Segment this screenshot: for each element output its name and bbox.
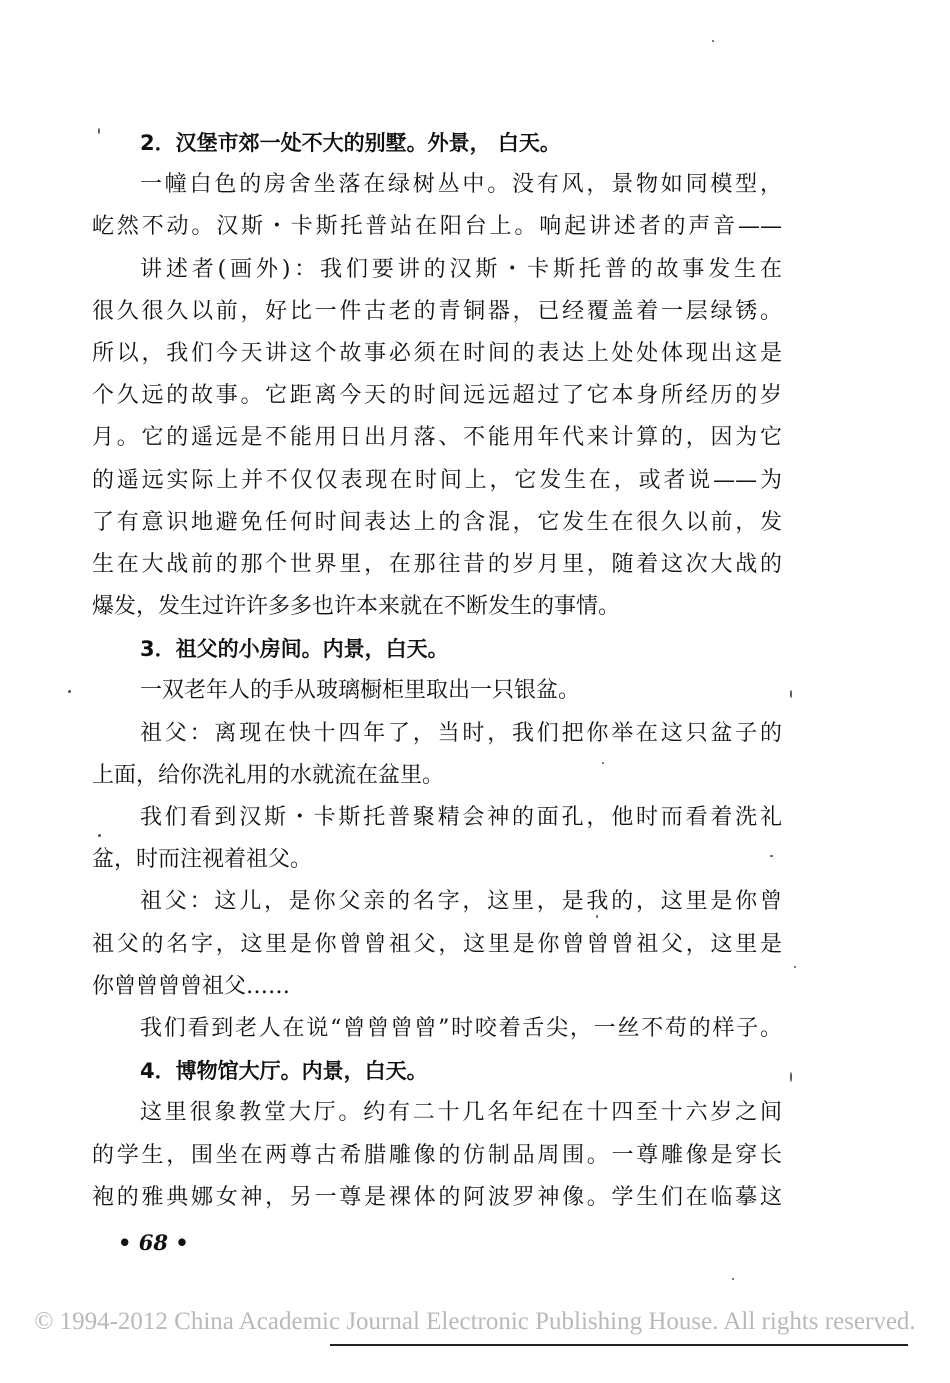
- scan-speck: [770, 855, 773, 857]
- footer-rule: [330, 1344, 908, 1346]
- copyright-notice: © 1994-2012 China Academic Journal Electronic Publishing House. All rights reserved.: [34, 1308, 916, 1335]
- text-line: 一双老年人的手从玻璃橱柜里取出一只银盆。: [140, 678, 581, 704]
- scan-speck: [602, 762, 604, 764]
- text-line: 上面，给你洗礼用的水就流在盆里。: [92, 762, 445, 788]
- text-line: 盆，时而注视着祖父。: [92, 847, 313, 873]
- scan-speck: [790, 690, 792, 698]
- text-line: 我们看到汉斯・卡斯托普聚精会神的面孔，他时而看着洗礼: [140, 805, 782, 830]
- scan-speck: [712, 40, 714, 42]
- text-line: 讲述者(画外)：我们要讲的汉斯・卡斯托普的故事发生在: [140, 256, 782, 282]
- text-line: 这里很象教堂大厅。约有二十几名年纪在十四至十六岁之间: [140, 1100, 782, 1126]
- text-line: 了有意识地避免任何时间表达上的含混，它发生在很久以前，发: [92, 509, 782, 535]
- text-line: 祖父的名字，这里是你曾曾祖父，这里是你曾曾曾祖父，这里是: [92, 931, 782, 957]
- text-line: 祖父：离现在快十四年了，当时，我们把你举在这只盆子的: [140, 720, 782, 746]
- text-line: 祖父：这儿，是你父亲的名字，这里，是我的，这里是你曾: [140, 889, 782, 915]
- text-line: 月。它的遥远是不能用日出月落、不能用年代来计算的，因为它: [92, 425, 782, 451]
- scan-speck: [68, 690, 71, 693]
- scene-heading: 2．汉堡市郊一处不大的别墅。外景， 白天。: [140, 131, 561, 155]
- scan-speck: [790, 1072, 792, 1082]
- text-line: 很久很久以前，好比一件古老的青铜器，已经覆盖着一层绿锈。: [92, 298, 782, 324]
- text-line: 的学生，围坐在两尊古希腊雕像的仿制品周围。一尊雕像是穿长: [92, 1142, 782, 1168]
- body-text: [92, 122, 782, 1219]
- text-line: 爆发，发生过许许多多也许本来就在不断发生的事情。: [92, 594, 621, 620]
- text-line: 一幢白色的房舍坐落在绿树丛中。没有风，景物如同模型，: [140, 172, 782, 198]
- scan-speck: [98, 834, 101, 837]
- text-line: 袍的雅典娜女神，另一尊是裸体的阿波罗神像。学生们在临摹这: [92, 1184, 782, 1210]
- text-line: 屹然不动。汉斯・卡斯托普站在阳台上。响起讲述者的声音——: [92, 214, 782, 240]
- text-line: 你曾曾曾曾祖父……: [92, 973, 291, 999]
- scan-speck: [794, 966, 796, 968]
- scan-speck: [98, 128, 100, 134]
- text-line: 所以，我们今天讲这个故事必须在时间的表达上处处体现出这是: [92, 340, 782, 366]
- text-line: 我们看到老人在说“曾曾曾曾”时咬着舌尖，一丝不苟的样子。: [140, 1015, 782, 1041]
- scene-heading: 3．祖父的小房间。内景，白天。: [140, 637, 449, 662]
- text-line: 个久远的故事。它距离今天的时间远远超过了它本身所经历的岁: [92, 383, 782, 409]
- text-line: 的遥远实际上并不仅仅表现在时间上，它发生在，或者说——为: [92, 467, 782, 493]
- text-line: 生在大战前的那个世界里，在那往昔的岁月里，随着这次大战的: [92, 551, 782, 577]
- scan-speck: [596, 915, 598, 918]
- scene-heading: 4．博物馆大厅。内景，白天。: [140, 1059, 428, 1084]
- scan-speck: [732, 1278, 734, 1280]
- page-number: • 68 •: [118, 1230, 189, 1255]
